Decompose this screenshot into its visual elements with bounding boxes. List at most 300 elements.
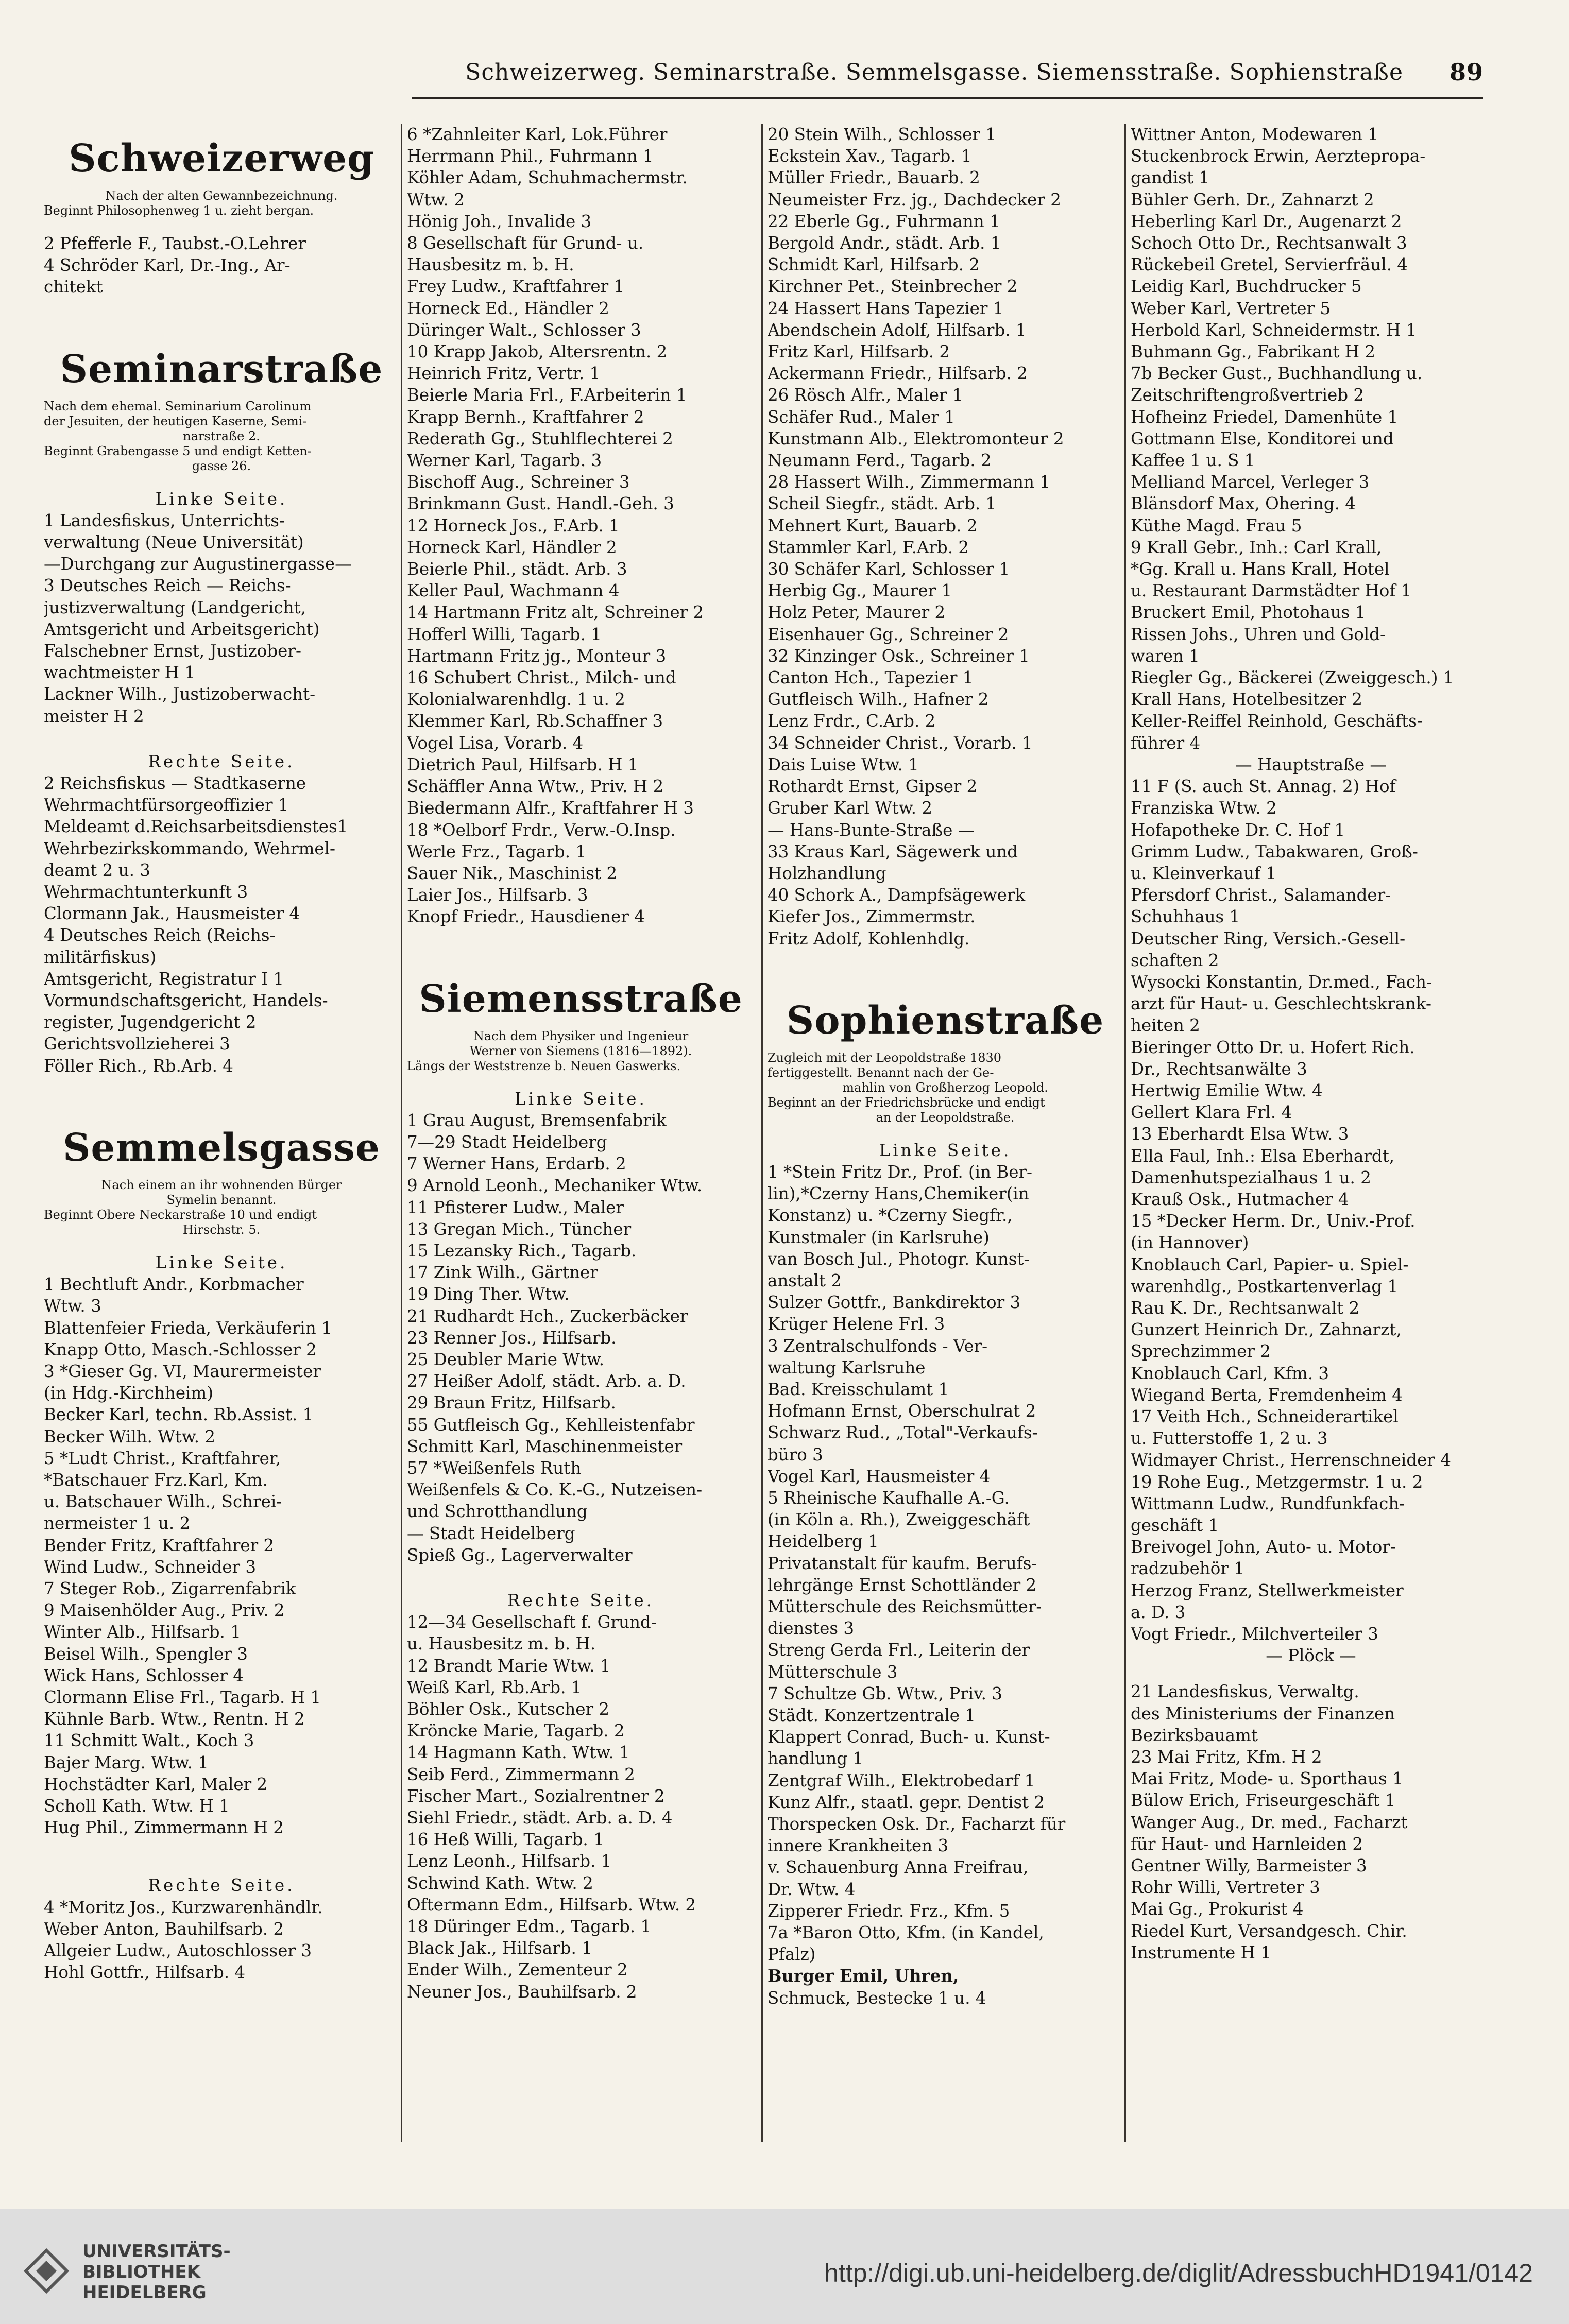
directory-entry: Eckstein Xav., Tagarb. 1 <box>768 146 972 166</box>
directory-entry: Clormann Elise Frl., Tagarb. H 1 <box>44 1687 321 1707</box>
directory-entry: Burger Emil, Uhren, <box>768 1966 959 1986</box>
directory-entry: militärfiskus) <box>44 947 157 967</box>
directory-entry: waren 1 <box>1131 646 1200 666</box>
directory-entry: 1 *Stein Fritz Dr., Prof. (in Ber- <box>768 1162 1032 1182</box>
directory-entry: Bieringer Otto Dr. u. Hofert Rich. <box>1131 1037 1415 1057</box>
directory-entry: geschäft 1 <box>1131 1516 1219 1535</box>
directory-entry: Buhmann Gg., Fabrikant H 2 <box>1131 342 1376 362</box>
directory-entry: Wind Ludw., Schneider 3 <box>44 1557 257 1577</box>
street-note: Hirschstr. 5. <box>182 1222 261 1237</box>
directory-entry: 3 Deutsches Reich — Reichs- <box>44 576 291 596</box>
directory-entry: Rederath Gg., Stuhlflechterei 2 <box>407 428 673 449</box>
directory-entry: Dr., Rechtsanwälte 3 <box>1131 1059 1307 1079</box>
directory-entry: Kühnle Barb. Wtw., Rentn. H 2 <box>44 1709 305 1729</box>
directory-entry: 18 Düringer Edm., Tagarb. 1 <box>407 1917 652 1937</box>
spacer <box>407 1566 755 1590</box>
section-label: Rechte Seite. <box>507 1590 654 1610</box>
section-label: Linke Seite. <box>155 489 288 509</box>
directory-entry: 7a *Baron Otto, Kfm. (in Kandel, <box>768 1923 1044 1943</box>
directory-entry: Lenz Leonh., Hilfsarb. 1 <box>407 1851 612 1871</box>
directory-entry: Rissen Johs., Uhren und Gold- <box>1131 624 1386 644</box>
directory-entry: u. Kleinverkauf 1 <box>1131 863 1276 883</box>
directory-entry: 20 Stein Wilh., Schlosser 1 <box>768 125 996 144</box>
section-label: Linke Seite. <box>155 1252 288 1272</box>
directory-entry: 9 Arnold Leonh., Mechaniker Wtw. <box>407 1176 703 1196</box>
directory-entry: 4 Schröder Karl, Dr.-Ing., Ar- <box>44 255 291 276</box>
directory-entry: Bergold Andr., städt. Arb. 1 <box>768 233 1001 253</box>
directory-entry: 4 *Moritz Jos., Kurzwarenhändlr. <box>44 1897 323 1917</box>
column-divider <box>1124 124 1126 2142</box>
directory-entry: Beisel Wilh., Spengler 3 <box>44 1644 248 1664</box>
directory-entry: Riegler Gg., Bäckerei (Zweiggesch.) 1 <box>1131 668 1454 688</box>
directory-entry: 24 Hassert Hans Tapezier 1 <box>768 298 1004 318</box>
directory-entry: 13 Gregan Mich., Tüncher <box>407 1219 632 1239</box>
directory-entry: Schmidt Karl, Hilfsarb. 2 <box>768 255 980 275</box>
street-heading: Semmelsgasse <box>62 1125 381 1170</box>
column-1 <box>44 124 399 2183</box>
street-note: Nach dem Physiker und Ingenieur <box>473 1028 689 1043</box>
directory-entry: Beierle Maria Frl., F.Arbeiterin 1 <box>407 385 687 405</box>
directory-entry: anstalt 2 <box>768 1270 842 1290</box>
source-url-link[interactable]: http://digi.ub.uni-heidelberg.de/diglit/AdressbuchHD1941/0142 <box>824 2259 1533 2287</box>
directory-entry: Föller Rich., Rb.Arb. 4 <box>44 1056 233 1076</box>
directory-entry: Stammler Karl, F.Arb. 2 <box>768 537 969 557</box>
directory-entry: Kaffee 1 u. S 1 <box>1131 451 1255 471</box>
directory-entry: Herbold Karl, Schneidermstr. H 1 <box>1131 320 1417 340</box>
directory-entry: Düringer Walt., Schlosser 3 <box>407 320 641 340</box>
directory-entry: Gentner Willy, Barmeister 3 <box>1131 1856 1367 1876</box>
directory-entry: dienstes 3 <box>768 1619 855 1639</box>
directory-entry: verwaltung (Neue Universität) <box>44 532 304 553</box>
directory-entry: Allgeier Ludw., Autoschlosser 3 <box>44 1940 312 1960</box>
directory-entry: Vogel Lisa, Vorarb. 4 <box>407 733 584 753</box>
directory-entry: 5 *Ludt Christ., Kraftfahrer, <box>44 1448 281 1468</box>
directory-entry: 7b Becker Gust., Buchhandlung u. <box>1131 364 1423 384</box>
directory-entry: Brinkmann Gust. Handl.-Geh. 3 <box>407 494 674 514</box>
street-note: gasse 26. <box>192 458 251 473</box>
directory-entry: u. Futterstoffe 1, 2 u. 3 <box>1131 1428 1328 1449</box>
directory-entry: Krüger Helene Frl. 3 <box>768 1314 945 1334</box>
directory-entry: Schmitt Karl, Maschinenmeister <box>407 1436 683 1456</box>
directory-entry: Bajer Marg. Wtw. 1 <box>44 1752 209 1772</box>
street-note: Beginnt an der Friedrichsbrücke und endigt <box>768 1095 1045 1110</box>
street-note: Symelin benannt. <box>166 1192 277 1207</box>
street-note: narstraße 2. <box>183 428 260 443</box>
directory-entry: 34 Schneider Christ., Vorarb. 1 <box>768 733 1033 753</box>
directory-entry: 10 Krapp Jakob, Altersrentn. 2 <box>407 342 668 362</box>
directory-entry: 17 Veith Hch., Schneiderartikel <box>1131 1406 1399 1426</box>
directory-entry: Böhler Osk., Kutscher 2 <box>407 1699 610 1719</box>
directory-entry: Gellert Klara Frl. 4 <box>1131 1103 1292 1123</box>
directory-entry: Blänsdorf Max, Ohering. 4 <box>1131 494 1356 514</box>
directory-entry: Lackner Wilh., Justizoberwacht- <box>44 684 316 704</box>
directory-entry: u. Restaurant Darmstädter Hof 1 <box>1131 581 1412 601</box>
directory-entry: Mütterschule des Reichsmütter- <box>768 1596 1042 1616</box>
directory-entry: 2 Reichsfiskus — Stadtkaserne <box>44 773 306 794</box>
directory-entry: 9 Maisenhölder Aug., Priv. 2 <box>44 1600 285 1621</box>
directory-entry: deamt 2 u. 3 <box>44 860 150 880</box>
directory-entry: nermeister 1 u. 2 <box>44 1513 191 1534</box>
directory-entry: Wittmann Ludw., Rundfunkfach- <box>1131 1493 1405 1513</box>
directory-entry: Schmuck, Bestecke 1 u. 4 <box>768 1988 986 2008</box>
directory-entry: Winter Alb., Hilfsarb. 1 <box>44 1622 241 1642</box>
directory-entry: Mai Fritz, Mode- u. Sporthaus 1 <box>1131 1769 1403 1789</box>
directory-entry: Schwind Kath. Wtw. 2 <box>407 1873 593 1893</box>
directory-entry: Leidig Karl, Buchdrucker 5 <box>1131 277 1362 297</box>
directory-entry: Hausbesitz m. b. H. <box>407 255 574 275</box>
directory-entry: Wehrmachtunterkunft 3 <box>44 882 248 902</box>
directory-entry: 18 *Oelborf Frdr., Verw.-O.Insp. <box>407 820 676 840</box>
directory-entry: Krauß Osk., Hutmacher 4 <box>1131 1189 1349 1209</box>
directory-entry: Laier Jos., Hilfsarb. 3 <box>407 885 588 905</box>
street-note: der Jesuiten, der heutigen Kaserne, Semi- <box>44 414 307 428</box>
directory-entry: Schoch Otto Dr., Rechtsanwalt 3 <box>1131 233 1407 253</box>
street-heading: Seminarstraße <box>60 347 383 391</box>
directory-entry: für Haut- und Harnleiden 2 <box>1131 1834 1363 1854</box>
directory-entry: Gerichtsvollzieherei 3 <box>44 1034 230 1054</box>
directory-entry: (in Hannover) <box>1131 1233 1249 1253</box>
directory-entry: 11 Schmitt Walt., Koch 3 <box>44 1731 254 1751</box>
directory-entry: 7 Werner Hans, Erdarb. 2 <box>407 1154 626 1174</box>
directory-entry: Wittner Anton, Modewaren 1 <box>1131 125 1378 144</box>
street-note: an der Leopoldstraße. <box>876 1110 1015 1125</box>
directory-entry: Weißenfels & Co. K.-G., Nutzeisen- <box>407 1480 703 1500</box>
directory-entry: 25 Deubler Marie Wtw. <box>407 1349 605 1369</box>
directory-entry: Werner Karl, Tagarb. 3 <box>407 451 602 471</box>
directory-entry: 1 Grau August, Bremsenfabrik <box>407 1110 667 1130</box>
directory-entry: Weiß Karl, Rb.Arb. 1 <box>407 1677 582 1697</box>
directory-entry: Canton Hch., Tapezier 1 <box>768 668 974 688</box>
directory-entry: 16 Heß Willi, Tagarb. 1 <box>407 1830 604 1850</box>
directory-entry: gandist 1 <box>1131 168 1210 188</box>
directory-entry: Dietrich Paul, Hilfsarb. H 1 <box>407 754 639 774</box>
directory-entry: 21 Landesfiskus, Verwaltg. <box>1131 1682 1359 1702</box>
directory-entry: Kirchner Pet., Steinbrecher 2 <box>768 277 1018 297</box>
directory-entry: Deutscher Ring, Versich.-Gesell- <box>1131 928 1406 949</box>
directory-entry: Vogel Karl, Hausmeister 4 <box>768 1466 991 1486</box>
directory-entry: 7 Schultze Gb. Wtw., Priv. 3 <box>768 1683 1002 1703</box>
directory-entry: 1 Landesfiskus, Unterrichts- <box>44 510 285 530</box>
street-heading: Siemensstraße <box>419 976 743 1021</box>
directory-entry: Mehnert Kurt, Bauarb. 2 <box>768 515 978 536</box>
directory-entry: Ender Wilh., Zementeur 2 <box>407 1960 628 1980</box>
column-divider <box>401 124 402 2142</box>
directory-entry: 27 Heißer Adolf, städt. Arb. a. D. <box>407 1371 686 1391</box>
spacer <box>44 1237 399 1252</box>
directory-entry: Bezirksbauamt <box>1131 1725 1258 1745</box>
directory-entry: Werle Frz., Tagarb. 1 <box>407 841 587 862</box>
directory-entry: Thorspecken Osk. Dr., Facharzt für <box>768 1814 1066 1834</box>
directory-entry: Stuckenbrock Erwin, Aerztepropa- <box>1131 146 1426 166</box>
section-label: — Plöck — <box>1266 1646 1356 1666</box>
directory-entry: Instrumente H 1 <box>1131 1942 1271 1963</box>
directory-entry: Herbig Gg., Maurer 1 <box>768 581 952 601</box>
directory-entry: 6 *Zahnleiter Karl, Lok.Führer <box>407 125 668 144</box>
directory-entry: Sprechzimmer 2 <box>1131 1341 1271 1362</box>
directory-entry: 1 Bechtluft Andr., Korbmacher <box>44 1275 304 1295</box>
spacer <box>44 474 399 488</box>
library-logo-icon <box>21 2245 72 2297</box>
directory-entry: Vormundschaftsgericht, Handels- <box>44 991 328 1011</box>
directory-entry: Beierle Phil., städt. Arb. 3 <box>407 559 627 579</box>
section-label: Linke Seite. <box>515 1089 647 1109</box>
directory-entry: 12—34 Gesellschaft f. Grund- <box>407 1612 657 1632</box>
directory-entry: 23 Renner Jos., Hilfsarb. <box>407 1328 617 1348</box>
street-note: Zugleich mit der Leopoldstraße 1830 <box>768 1050 1002 1065</box>
directory-entry: Breivogel John, Auto- u. Motor- <box>1131 1537 1396 1557</box>
directory-entry: Gutfleisch Wilh., Hafner 2 <box>768 690 989 710</box>
directory-entry: Kröncke Marie, Tagarb. 2 <box>407 1721 625 1741</box>
section-label: — Hauptstraße — <box>1235 754 1387 774</box>
directory-entry: Grimm Ludw., Tabakwaren, Groß- <box>1131 841 1418 862</box>
section-label: Rechte Seite. <box>148 751 295 771</box>
directory-entry: Krall Hans, Hotelbesitzer 2 <box>1131 690 1362 710</box>
directory-entry: Müller Friedr., Bauarb. 2 <box>768 168 980 188</box>
section-label: Linke Seite. <box>879 1140 1012 1160</box>
directory-entry: 17 Zink Wilh., Gärtner <box>407 1263 598 1283</box>
spacer <box>44 218 399 233</box>
directory-entry: (in Hdg.-Kirchheim) <box>44 1383 213 1403</box>
directory-entry: Kolonialwarenhdlg. 1 u. 2 <box>407 690 625 710</box>
directory-entry: Wysocki Konstantin, Dr.med., Fach- <box>1131 972 1432 992</box>
directory-entry: schaften 2 <box>1131 950 1219 970</box>
page-number: 89 <box>1449 58 1483 86</box>
directory-entry: Rohr Willi, Vertreter 3 <box>1131 1878 1320 1898</box>
directory-entry: Pfalz) <box>768 1944 816 1965</box>
directory-entry: Neumann Ferd., Tagarb. 2 <box>768 451 992 471</box>
directory-entry: waltung Karlsruhe <box>768 1357 926 1378</box>
directory-entry: 40 Schork A., Dampfsägewerk <box>768 885 1026 905</box>
directory-entry: van Bosch Jul., Photogr. Kunst- <box>768 1249 1030 1269</box>
directory-entry: Amtsgericht, Registratur I 1 <box>44 969 284 989</box>
directory-entry: 9 Krall Gebr., Inh.: Carl Krall, <box>1131 537 1382 557</box>
directory-entry: Privatanstalt für kaufm. Berufs- <box>768 1553 1037 1573</box>
directory-entry: Knapp Otto, Masch.-Schlosser 2 <box>44 1339 317 1359</box>
directory-entry: Heidelberg 1 <box>768 1531 879 1552</box>
directory-entry: Bühler Gerh. Dr., Zahnarzt 2 <box>1131 190 1374 210</box>
spacer <box>44 1077 399 1113</box>
directory-entry: *Batschauer Frz.Karl, Km. <box>44 1470 268 1490</box>
directory-entry: Kiefer Jos., Zimmermstr. <box>768 907 976 927</box>
directory-entry: Clormann Jak., Hausmeister 4 <box>44 904 300 924</box>
directory-entry: Heinrich Fritz, Vertr. 1 <box>407 364 601 384</box>
directory-entry: Horneck Karl, Händler 2 <box>407 537 617 557</box>
directory-entry: innere Krankheiten 3 <box>768 1836 949 1856</box>
directory-entry: 14 Hagmann Kath. Wtw. 1 <box>407 1743 630 1763</box>
street-note: Längs der Weststrenze b. Neuen Gaswerks. <box>407 1058 681 1073</box>
directory-entry: 3 Zentralschulfonds - Ver- <box>768 1336 988 1356</box>
directory-entry: Amtsgericht und Arbeitsgericht) <box>44 619 320 639</box>
directory-entry: Scholl Kath. Wtw. H 1 <box>44 1796 230 1816</box>
spacer <box>768 950 1123 986</box>
street-note: fertiggestellt. Benannt nach der Ge- <box>768 1065 994 1080</box>
directory-entry: — Stadt Heidelberg <box>407 1523 575 1543</box>
directory-entry: 5 Rheinische Kaufhalle A.-G. <box>768 1488 1010 1508</box>
directory-entry: 30 Schäfer Karl, Schlosser 1 <box>768 559 1010 579</box>
spacer <box>44 298 399 334</box>
directory-entry: radzubehör 1 <box>1131 1559 1244 1579</box>
directory-entry: Spieß Gg., Lagerverwalter <box>407 1545 633 1565</box>
directory-entry: Zentgraf Wilh., Elektrobedarf 1 <box>768 1770 1035 1791</box>
directory-entry: führer 4 <box>1131 733 1201 753</box>
logo-line: BIBLIOTHEK <box>82 2262 200 2282</box>
directory-entry: v. Schauenburg Anna Freifrau, <box>768 1857 1029 1878</box>
directory-entry: lin),*Czerny Hans,Chemiker(in <box>768 1184 1029 1204</box>
directory-entry: Blattenfeier Frieda, Verkäuferin 1 <box>44 1318 332 1338</box>
directory-entry: Oftermann Edm., Hilfsarb. Wtw. 2 <box>407 1895 696 1915</box>
logo-line: UNIVERSITÄTS- <box>82 2241 231 2262</box>
directory-entry: Melliand Marcel, Verleger 3 <box>1131 472 1370 492</box>
directory-entry: register, Jugendgericht 2 <box>44 1012 257 1032</box>
street-note: Nach einem an ihr wohnenden Bürger <box>101 1177 342 1192</box>
directory-entry: Hohl Gottfr., Hilfsarb. 4 <box>44 1963 246 1983</box>
spacer <box>1131 1666 1491 1681</box>
directory-entry: Konstanz) u. *Czerny Siegfr., <box>768 1206 1013 1226</box>
directory-entry: Ackermann Friedr., Hilfsarb. 2 <box>768 364 1028 384</box>
directory-entry: 32 Kinzinger Osk., Schreiner 1 <box>768 646 1030 666</box>
street-note: Beginnt Obere Neckarstraße 10 und endigt <box>44 1207 317 1222</box>
directory-entry: Wick Hans, Schlosser 4 <box>44 1665 244 1685</box>
directory-entry: Sulzer Gottfr., Bankdirektor 3 <box>768 1293 1021 1313</box>
directory-entry: Klappert Conrad, Buch- u. Kunst- <box>768 1727 1050 1747</box>
street-note: Beginnt Philosophenweg 1 u. zieht bergan. <box>44 203 314 218</box>
directory-entry: Riedel Kurt, Versandgesch. Chir. <box>1131 1921 1407 1941</box>
directory-entry: Schuhhaus 1 <box>1131 907 1240 927</box>
directory-entry: Hochstädter Karl, Maler 2 <box>44 1774 268 1794</box>
street-note: Nach der alten Gewannbezeichnung. <box>105 188 338 203</box>
directory-entry: Vogt Friedr., Milchverteiler 3 <box>1131 1624 1378 1644</box>
directory-entry: Knoblauch Carl, Papier- u. Spiel- <box>1131 1254 1409 1275</box>
directory-entry: 28 Hassert Wilh., Zimmermann 1 <box>768 472 1050 492</box>
directory-entry: Küthe Magd. Frau 5 <box>1131 515 1302 536</box>
directory-entry: Gottmann Else, Konditorei und <box>1131 428 1394 449</box>
directory-entry: wachtmeister H 1 <box>44 663 196 683</box>
directory-entry: Rückebeil Gretel, Servierfräul. 4 <box>1131 255 1408 275</box>
directory-entry: 7—29 Stadt Heidelberg <box>407 1132 607 1152</box>
directory-entry: 26 Rösch Alfr., Maler 1 <box>768 385 963 405</box>
directory-entry: 3 *Gieser Gg. VI, Maurermeister <box>44 1361 321 1381</box>
directory-entry: Lenz Frdr., C.Arb. 2 <box>768 711 936 731</box>
directory-entry: (in Köln a. Rh.), Zweiggeschäft <box>768 1510 1030 1530</box>
directory-entry: Wiegand Berta, Fremdenheim 4 <box>1131 1385 1403 1405</box>
directory-entry: Becker Wilh. Wtw. 2 <box>44 1426 216 1447</box>
directory-entry: Becker Karl, techn. Rb.Assist. 1 <box>44 1405 314 1425</box>
directory-entry: Schäfer Rud., Maler 1 <box>768 407 955 427</box>
directory-entry: Weber Karl, Vertreter 5 <box>1131 298 1331 318</box>
directory-entry: heiten 2 <box>1131 1015 1200 1036</box>
directory-entry: 14 Hartmann Fritz alt, Schreiner 2 <box>407 602 704 623</box>
directory-entry: Biedermann Alfr., Kraftfahrer H 3 <box>407 798 694 818</box>
directory-entry: Kunz Alfr., staatl. gepr. Dentist 2 <box>768 1792 1045 1812</box>
running-title: Schweizerweg. Seminarstraße. Semmelsgasse. Siemensstraße. Sophienstraße <box>465 59 1403 85</box>
directory-entry: —Durchgang zur Augustinergasse— <box>44 554 352 574</box>
library-logo-text <box>82 2241 231 2303</box>
directory-entry: Streng Gerda Frl., Leiterin der <box>768 1640 1030 1660</box>
directory-entry: Neumeister Frz. jg., Dachdecker 2 <box>768 190 1061 210</box>
directory-entry: arzt für Haut- u. Geschlechtskrank- <box>1131 994 1432 1014</box>
directory-entry: Hofmann Ernst, Oberschulrat 2 <box>768 1401 1036 1421</box>
directory-entry: Keller-Reiffel Reinhold, Geschäfts- <box>1131 711 1423 731</box>
directory-entry: 33 Kraus Karl, Sägewerk und <box>768 841 1018 862</box>
directory-entry: Scheil Siegfr., städt. Arb. 1 <box>768 494 997 514</box>
directory-entry: warenhdlg., Postkartenverlag 1 <box>1131 1276 1399 1296</box>
spacer <box>44 1838 399 1874</box>
directory-entry: Eisenhauer Gg., Schreiner 2 <box>768 624 1009 644</box>
section-label: Rechte Seite. <box>148 1875 295 1896</box>
directory-entry: Herzog Franz, Stellwerkmeister <box>1131 1580 1404 1600</box>
directory-entry: Seib Ferd., Zimmermann 2 <box>407 1764 635 1784</box>
directory-entry: 15 Lezansky Rich., Tagarb. <box>407 1241 637 1261</box>
directory-entry: Bender Fritz, Kraftfahrer 2 <box>44 1535 275 1555</box>
directory-entry: Keller Paul, Wachmann 4 <box>407 581 620 601</box>
directory-entry: Wehrbezirkskommando, Wehrmel- <box>44 838 336 858</box>
directory-entry: Schwarz Rud., „Total"-Verkaufs- <box>768 1423 1038 1443</box>
street-note: mahlin von Großherzog Leopold. <box>842 1080 1048 1095</box>
directory-entry: des Ministeriums der Finanzen <box>1131 1703 1395 1724</box>
directory-entry: Mütterschule 3 <box>768 1662 898 1682</box>
directory-entry: Mai Gg., Prokurist 4 <box>1131 1899 1304 1919</box>
directory-entry: und Schrotthandlung <box>407 1502 588 1522</box>
directory-entry: 19 Ding Ther. Wtw. <box>407 1284 570 1304</box>
directory-entry: 29 Braun Fritz, Hilfsarb. <box>407 1393 616 1413</box>
street-heading: Schweizerweg <box>69 136 374 181</box>
header-rule <box>412 97 1483 99</box>
directory-entry: büro 3 <box>768 1444 823 1465</box>
directory-entry: Falschebner Ernst, Justizober- <box>44 641 301 661</box>
directory-entry: Kunstmann Alb., Elektromonteur 2 <box>768 428 1064 449</box>
directory-entry: 55 Gutfleisch Gg., Kehlleistenfabr <box>407 1415 695 1435</box>
directory-entry: Bad. Kreisschulamt 1 <box>768 1379 949 1399</box>
directory-entry: handlung 1 <box>768 1749 864 1769</box>
directory-entry: Dr. Wtw. 4 <box>768 1879 856 1899</box>
directory-entry: Wanger Aug., Dr. med., Facharzt <box>1131 1812 1408 1832</box>
directory-entry: 57 *Weißenfels Ruth <box>407 1458 582 1478</box>
directory-entry: 23 Mai Fritz, Kfm. H 2 <box>1131 1747 1322 1767</box>
directory-entry: Fischer Mart., Sozialrentner 2 <box>407 1786 665 1806</box>
directory-entry: Fritz Adolf, Kohlenhdlg. <box>768 928 970 949</box>
directory-entry: Hartmann Fritz jg., Monteur 3 <box>407 646 667 666</box>
directory-entry: Holzhandlung <box>768 863 886 883</box>
directory-entry: Hug Phil., Zimmermann H 2 <box>44 1818 284 1838</box>
directory-entry: Gruber Karl Wtw. 2 <box>768 798 933 818</box>
directory-entry: Kunstmaler (in Karlsruhe) <box>768 1227 990 1247</box>
spacer <box>407 1074 755 1088</box>
directory-entry: Ella Faul, Inh.: Elsa Eberhardt, <box>1131 1146 1395 1166</box>
directory-entry: Fritz Karl, Hilfsarb. 2 <box>768 342 950 362</box>
logo-line: HEIDELBERG <box>82 2282 207 2303</box>
directory-entry: Gunzert Heinrich Dr., Zahnarzt, <box>1131 1320 1402 1340</box>
directory-entry: 19 Rohe Eug., Metzgermstr. 1 u. 2 <box>1131 1472 1423 1492</box>
directory-entry: Wtw. 3 <box>44 1296 101 1316</box>
directory-entry: Weber Anton, Bauhilfsarb. 2 <box>44 1919 284 1939</box>
directory-entry: Bruckert Emil, Photohaus 1 <box>1131 602 1366 623</box>
directory-entry: Zeitschriftengroßvertrieb 2 <box>1131 385 1365 405</box>
street-note: Beginnt Grabengasse 5 und endigt Ketten- <box>44 443 312 458</box>
directory-entry: 16 Schubert Christ., Milch- und <box>407 668 676 688</box>
directory-entry: Herrmann Phil., Fuhrmann 1 <box>407 146 654 166</box>
directory-entry: Pfersdorf Christ., Salamander- <box>1131 885 1391 905</box>
directory-entry: Hofheinz Friedel, Damenhüte 1 <box>1131 407 1399 427</box>
directory-entry: Dais Luise Wtw. 1 <box>768 754 919 774</box>
directory-entry: Knoblauch Carl, Kfm. 3 <box>1131 1363 1329 1383</box>
directory-entry: Heberling Karl Dr., Augenarzt 2 <box>1131 211 1402 231</box>
directory-entry: u. Batschauer Wilh., Schrei- <box>44 1492 282 1512</box>
directory-entry: 11 Pfisterer Ludw., Maler <box>407 1197 624 1217</box>
directory-entry: Franziska Wtw. 2 <box>1131 798 1277 818</box>
directory-entry: Sauer Nik., Maschinist 2 <box>407 863 618 883</box>
directory-entry: 4 Deutsches Reich (Reichs- <box>44 925 276 945</box>
directory-entry: Abendschein Adolf, Hilfsarb. 1 <box>768 320 1027 340</box>
